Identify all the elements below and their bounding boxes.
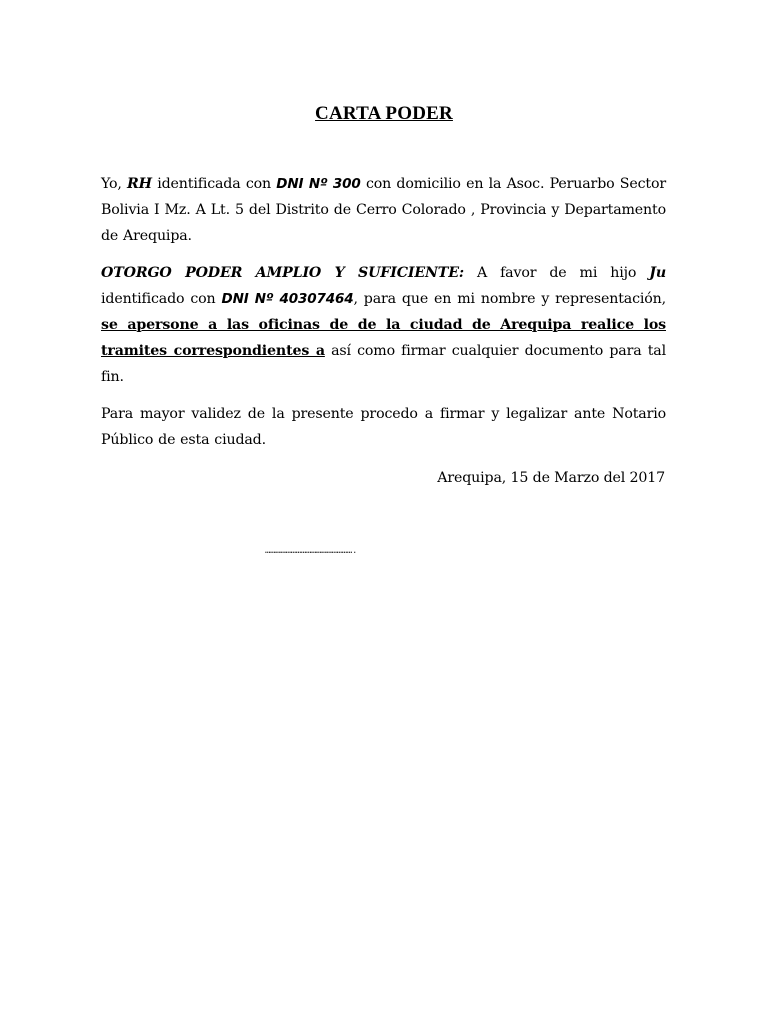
document-title: CARTA PODER xyxy=(315,103,453,124)
p1-text-3: con domicilio en la Asoc. Peruarbo Sector Bolivia I Mz. A Lt. 5 del Distrito de Cerro Colorado , Provincia y Departamento de Arequipa. xyxy=(101,176,666,244)
power-heading: OTORGO PODER AMPLIO Y SUFICIENTE: xyxy=(101,265,464,281)
p2-text-4: así como firmar cualquier documento para tal fin. xyxy=(101,343,666,385)
p1-text-1: Yo, xyxy=(101,176,128,192)
p1-text-2: identificada con xyxy=(151,176,277,192)
p2-text-3: , para que en mi nombre y representación, xyxy=(353,291,666,307)
power-scope: se apersone a las oficinas de de la ciudad de Arequipa realice los tramites correspondientes a xyxy=(101,317,666,359)
grantor-dni: DNI Nº 300 xyxy=(276,176,361,192)
paragraph-identification xyxy=(101,171,666,249)
attorney-dni: DNI Nº 40307464 xyxy=(221,291,354,307)
p2-text-2: identificado con xyxy=(101,291,222,307)
attorney-name: Ju xyxy=(649,265,666,281)
paragraph-validity: Para mayor validez de la presente procedo a firmar y legalizar ante Notario Público de esta ciudad. xyxy=(101,406,666,448)
p2-text-1: A favor de mi hijo xyxy=(463,265,650,281)
date-line: Arequipa, 15 de Marzo del 2017 xyxy=(437,470,665,486)
grantor-name: RH xyxy=(127,176,152,192)
signature-line: ……………………………………………. xyxy=(265,546,358,556)
paragraph-power-granted xyxy=(101,260,666,390)
